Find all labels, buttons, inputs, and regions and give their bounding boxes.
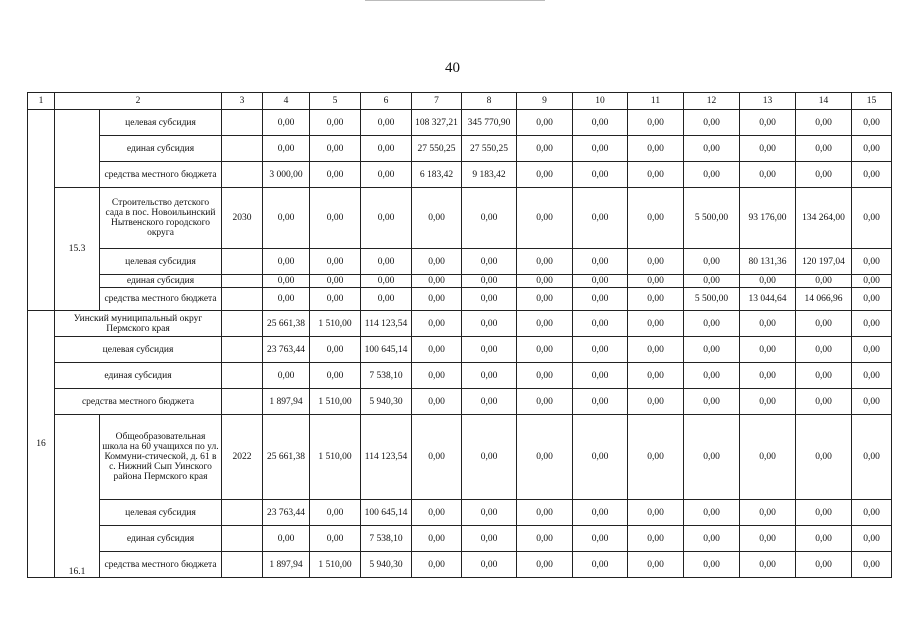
value-cell: 0,00 — [310, 526, 361, 552]
value-cell: 0,00 — [517, 288, 573, 311]
value-cell: 0,00 — [740, 363, 796, 389]
value-cell: 27 550,25 — [462, 136, 517, 162]
row-number-cell: 16 — [28, 311, 55, 578]
value-cell: 0,00 — [628, 337, 684, 363]
value-cell: 0,00 — [796, 136, 852, 162]
year-cell — [222, 526, 263, 552]
value-cell: 0,00 — [263, 110, 310, 136]
year-cell — [222, 162, 263, 188]
header-row — [28, 93, 892, 110]
row-label: средства местного бюджета — [55, 389, 222, 415]
year-cell — [222, 136, 263, 162]
table-row — [28, 526, 892, 552]
value-cell: 0,00 — [852, 110, 892, 136]
year-cell — [222, 389, 263, 415]
value-cell: 0,00 — [684, 526, 740, 552]
table-row — [28, 110, 892, 136]
value-cell: 0,00 — [796, 500, 852, 526]
value-cell: 0,00 — [573, 288, 628, 311]
value-cell: 0,00 — [628, 162, 684, 188]
value-cell: 0,00 — [310, 162, 361, 188]
year-cell — [222, 288, 263, 311]
value-cell: 27 550,25 — [412, 136, 462, 162]
value-cell: 0,00 — [517, 162, 573, 188]
value-cell: 0,00 — [412, 552, 462, 578]
value-cell: 0,00 — [796, 552, 852, 578]
value-cell: 0,00 — [462, 288, 517, 311]
value-cell: 1 510,00 — [310, 552, 361, 578]
value-cell: 114 123,54 — [361, 415, 412, 500]
value-cell: 0,00 — [852, 275, 892, 288]
table-row — [28, 415, 892, 500]
col-header: 12 — [684, 93, 740, 110]
value-cell: 80 131,36 — [740, 249, 796, 275]
value-cell: 0,00 — [462, 552, 517, 578]
value-cell: 0,00 — [628, 311, 684, 337]
year-cell — [222, 275, 263, 288]
value-cell: 0,00 — [684, 337, 740, 363]
col-header: 6 — [361, 93, 412, 110]
table-row — [28, 311, 892, 337]
value-cell: 114 123,54 — [361, 311, 412, 337]
value-cell: 0,00 — [852, 526, 892, 552]
value-cell: 0,00 — [628, 110, 684, 136]
value-cell: 23 763,44 — [263, 337, 310, 363]
value-cell: 0,00 — [412, 526, 462, 552]
table-row — [28, 552, 892, 578]
value-cell: 0,00 — [462, 526, 517, 552]
col-header: 4 — [263, 93, 310, 110]
value-cell: 0,00 — [263, 363, 310, 389]
row-label: Уинский муниципальный округ Пермского края — [55, 311, 222, 337]
value-cell: 0,00 — [361, 188, 412, 249]
value-cell: 0,00 — [263, 249, 310, 275]
value-cell: 0,00 — [628, 136, 684, 162]
col-header: 14 — [796, 93, 852, 110]
value-cell: 0,00 — [517, 249, 573, 275]
col-header: 15 — [852, 93, 892, 110]
value-cell: 0,00 — [684, 162, 740, 188]
value-cell: 0,00 — [573, 311, 628, 337]
value-cell: 0,00 — [684, 311, 740, 337]
row-label: целевая субсидия — [100, 500, 222, 526]
value-cell: 0,00 — [573, 389, 628, 415]
value-cell: 0,00 — [796, 162, 852, 188]
value-cell: 0,00 — [310, 288, 361, 311]
value-cell: 0,00 — [852, 249, 892, 275]
year-cell: 2030 — [222, 188, 263, 249]
value-cell: 0,00 — [852, 415, 892, 500]
value-cell: 0,00 — [852, 311, 892, 337]
value-cell: 0,00 — [412, 500, 462, 526]
value-cell: 0,00 — [310, 249, 361, 275]
table-row — [28, 337, 892, 363]
value-cell: 0,00 — [573, 136, 628, 162]
value-cell: 0,00 — [412, 249, 462, 275]
value-cell: 0,00 — [573, 249, 628, 275]
table-row — [28, 288, 892, 311]
value-cell: 0,00 — [740, 162, 796, 188]
value-cell: 0,00 — [573, 552, 628, 578]
top-divider — [365, 0, 545, 1]
value-cell: 0,00 — [628, 526, 684, 552]
value-cell: 1 510,00 — [310, 311, 361, 337]
value-cell: 0,00 — [462, 311, 517, 337]
value-cell: 0,00 — [310, 337, 361, 363]
value-cell: 0,00 — [310, 136, 361, 162]
value-cell: 0,00 — [740, 415, 796, 500]
value-cell: 0,00 — [412, 415, 462, 500]
page-number: 40 — [445, 60, 460, 76]
value-cell: 0,00 — [517, 136, 573, 162]
row-label: средства местного бюджета — [100, 162, 222, 188]
value-cell: 0,00 — [361, 110, 412, 136]
col-header: 1 — [28, 93, 55, 110]
value-cell: 0,00 — [310, 363, 361, 389]
table-row — [28, 363, 892, 389]
value-cell: 0,00 — [412, 311, 462, 337]
value-cell: 0,00 — [263, 288, 310, 311]
value-cell: 0,00 — [462, 389, 517, 415]
value-cell: 6 183,42 — [412, 162, 462, 188]
value-cell: 0,00 — [628, 249, 684, 275]
value-cell: 0,00 — [412, 275, 462, 288]
row-label: Общеобразовательная школа на 60 учащихся по ул. Коммуни-стической, д. 61 в с. Нижний Сып Уинского района Пермского края — [100, 415, 222, 500]
value-cell: 0,00 — [740, 136, 796, 162]
value-cell: 0,00 — [573, 275, 628, 288]
value-cell: 0,00 — [517, 188, 573, 249]
value-cell: 0,00 — [517, 363, 573, 389]
value-cell: 0,00 — [740, 389, 796, 415]
value-cell: 0,00 — [412, 337, 462, 363]
value-cell: 0,00 — [361, 275, 412, 288]
value-cell: 0,00 — [740, 337, 796, 363]
row-label: Строительство детского сада в пос. Новоильинский Нытвенского городского округа — [100, 188, 222, 249]
value-cell: 0,00 — [796, 415, 852, 500]
value-cell: 0,00 — [517, 110, 573, 136]
value-cell: 0,00 — [573, 110, 628, 136]
value-cell: 0,00 — [462, 500, 517, 526]
value-cell: 25 661,38 — [263, 415, 310, 500]
col-header: 11 — [628, 93, 684, 110]
table-row — [28, 136, 892, 162]
value-cell: 0,00 — [412, 188, 462, 249]
value-cell: 0,00 — [573, 526, 628, 552]
value-cell: 0,00 — [573, 162, 628, 188]
table-row — [28, 500, 892, 526]
value-cell: 1 510,00 — [310, 389, 361, 415]
value-cell: 5 500,00 — [684, 288, 740, 311]
value-cell: 134 264,00 — [796, 188, 852, 249]
col-header: 7 — [412, 93, 462, 110]
value-cell: 0,00 — [517, 526, 573, 552]
value-cell: 0,00 — [628, 188, 684, 249]
value-cell: 0,00 — [310, 188, 361, 249]
value-cell: 0,00 — [628, 415, 684, 500]
value-cell: 0,00 — [684, 552, 740, 578]
col-header: 5 — [310, 93, 361, 110]
row-number-cell: 15.3 — [55, 188, 100, 311]
value-cell: 0,00 — [740, 275, 796, 288]
value-cell: 0,00 — [852, 363, 892, 389]
year-cell: 2022 — [222, 415, 263, 500]
value-cell: 0,00 — [517, 275, 573, 288]
value-cell: 0,00 — [517, 552, 573, 578]
value-cell: 0,00 — [796, 526, 852, 552]
value-cell: 0,00 — [684, 110, 740, 136]
value-cell: 0,00 — [462, 363, 517, 389]
value-cell: 14 066,96 — [796, 288, 852, 311]
year-cell — [222, 363, 263, 389]
value-cell: 5 500,00 — [684, 188, 740, 249]
row-label: целевая субсидия — [100, 249, 222, 275]
table-row — [28, 188, 892, 249]
value-cell: 0,00 — [796, 275, 852, 288]
value-cell: 0,00 — [263, 275, 310, 288]
value-cell: 0,00 — [517, 415, 573, 500]
value-cell: 0,00 — [852, 500, 892, 526]
table-row — [28, 389, 892, 415]
year-cell — [222, 500, 263, 526]
value-cell: 0,00 — [517, 389, 573, 415]
value-cell: 0,00 — [573, 500, 628, 526]
value-cell: 0,00 — [852, 389, 892, 415]
row-label: целевая субсидия — [100, 110, 222, 136]
value-cell: 0,00 — [684, 415, 740, 500]
value-cell: 108 327,21 — [412, 110, 462, 136]
value-cell: 0,00 — [796, 311, 852, 337]
value-cell: 0,00 — [796, 337, 852, 363]
value-cell: 0,00 — [412, 363, 462, 389]
table-row — [28, 275, 892, 288]
row-label: единая субсидия — [55, 363, 222, 389]
row-number-cell — [55, 110, 100, 188]
value-cell: 0,00 — [852, 188, 892, 249]
value-cell: 0,00 — [628, 288, 684, 311]
value-cell: 0,00 — [628, 275, 684, 288]
value-cell: 9 183,42 — [462, 162, 517, 188]
row-number-cell: 16.1 — [55, 415, 100, 578]
value-cell: 7 538,10 — [361, 526, 412, 552]
value-cell: 0,00 — [361, 162, 412, 188]
col-header: 8 — [462, 93, 517, 110]
value-cell: 25 661,38 — [263, 311, 310, 337]
year-cell — [222, 311, 263, 337]
table-row — [28, 249, 892, 275]
year-cell — [222, 110, 263, 136]
value-cell: 0,00 — [852, 136, 892, 162]
col-header: 3 — [222, 93, 263, 110]
value-cell: 0,00 — [263, 188, 310, 249]
value-cell: 0,00 — [462, 249, 517, 275]
value-cell: 0,00 — [517, 311, 573, 337]
budget-table — [27, 92, 892, 578]
value-cell: 0,00 — [628, 363, 684, 389]
value-cell: 0,00 — [310, 275, 361, 288]
value-cell: 0,00 — [740, 110, 796, 136]
value-cell: 0,00 — [573, 188, 628, 249]
value-cell: 1 510,00 — [310, 415, 361, 500]
value-cell: 0,00 — [361, 288, 412, 311]
col-header: 9 — [517, 93, 573, 110]
value-cell: 0,00 — [462, 188, 517, 249]
value-cell: 0,00 — [852, 288, 892, 311]
value-cell: 0,00 — [628, 552, 684, 578]
value-cell: 0,00 — [684, 275, 740, 288]
value-cell: 0,00 — [852, 162, 892, 188]
value-cell: 0,00 — [628, 500, 684, 526]
col-header: 10 — [573, 93, 628, 110]
value-cell: 0,00 — [361, 249, 412, 275]
value-cell: 345 770,90 — [462, 110, 517, 136]
value-cell: 0,00 — [412, 288, 462, 311]
value-cell: 0,00 — [740, 311, 796, 337]
value-cell: 100 645,14 — [361, 500, 412, 526]
value-cell: 0,00 — [628, 389, 684, 415]
row-label: единая субсидия — [100, 275, 222, 288]
value-cell: 0,00 — [573, 363, 628, 389]
value-cell: 0,00 — [796, 110, 852, 136]
value-cell: 0,00 — [412, 389, 462, 415]
value-cell: 0,00 — [684, 389, 740, 415]
value-cell: 0,00 — [310, 110, 361, 136]
value-cell: 0,00 — [263, 526, 310, 552]
value-cell: 1 897,94 — [263, 389, 310, 415]
value-cell: 0,00 — [852, 337, 892, 363]
col-header: 13 — [740, 93, 796, 110]
value-cell: 0,00 — [684, 363, 740, 389]
row-number-cell — [28, 110, 55, 311]
value-cell: 0,00 — [517, 500, 573, 526]
value-cell: 1 897,94 — [263, 552, 310, 578]
value-cell: 0,00 — [573, 415, 628, 500]
value-cell: 0,00 — [573, 337, 628, 363]
year-cell — [222, 552, 263, 578]
year-cell — [222, 249, 263, 275]
row-label: средства местного бюджета — [100, 288, 222, 311]
col-header: 2 — [55, 93, 222, 110]
value-cell: 0,00 — [852, 552, 892, 578]
value-cell: 0,00 — [462, 415, 517, 500]
value-cell: 0,00 — [684, 500, 740, 526]
value-cell: 0,00 — [684, 136, 740, 162]
row-label: единая субсидия — [100, 526, 222, 552]
value-cell: 0,00 — [740, 500, 796, 526]
value-cell: 0,00 — [361, 136, 412, 162]
value-cell: 0,00 — [462, 275, 517, 288]
value-cell: 0,00 — [310, 500, 361, 526]
value-cell: 0,00 — [740, 552, 796, 578]
row-label: целевая субсидия — [55, 337, 222, 363]
value-cell: 100 645,14 — [361, 337, 412, 363]
value-cell: 5 940,30 — [361, 389, 412, 415]
value-cell: 0,00 — [462, 337, 517, 363]
value-cell: 0,00 — [796, 389, 852, 415]
value-cell: 0,00 — [263, 136, 310, 162]
value-cell: 7 538,10 — [361, 363, 412, 389]
row-label: единая субсидия — [100, 136, 222, 162]
value-cell: 23 763,44 — [263, 500, 310, 526]
year-cell — [222, 337, 263, 363]
value-cell: 0,00 — [796, 363, 852, 389]
value-cell: 93 176,00 — [740, 188, 796, 249]
value-cell: 3 000,00 — [263, 162, 310, 188]
value-cell: 5 940,30 — [361, 552, 412, 578]
value-cell: 0,00 — [517, 337, 573, 363]
row-label: средства местного бюджета — [100, 552, 222, 578]
value-cell: 0,00 — [684, 249, 740, 275]
value-cell: 0,00 — [740, 526, 796, 552]
value-cell: 13 044,64 — [740, 288, 796, 311]
value-cell: 120 197,04 — [796, 249, 852, 275]
table-row — [28, 162, 892, 188]
